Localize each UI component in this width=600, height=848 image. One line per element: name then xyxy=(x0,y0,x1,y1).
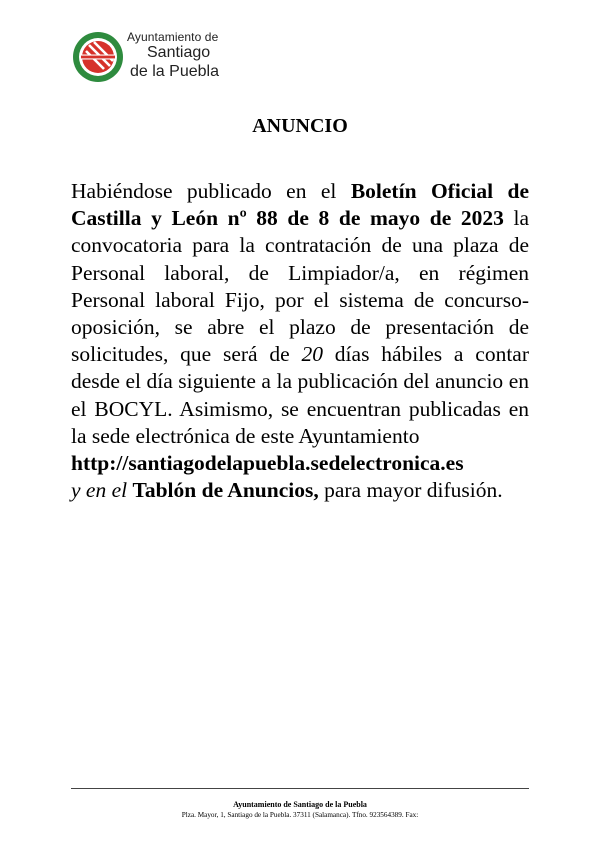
logo-wordmark xyxy=(127,30,219,81)
body-text-1: Habiéndose publicado en el xyxy=(71,179,351,203)
logo-line-1: Ayuntamiento de xyxy=(127,30,219,44)
notice-board-reference: Tablón de Anuncios, xyxy=(132,478,319,503)
municipality-logo xyxy=(72,28,272,88)
sede-electronica-link[interactable]: http://santiagodelapuebla.sedelectronica.es xyxy=(71,451,464,476)
footer-organization-name: Ayuntamiento de Santiago de la Puebla xyxy=(233,800,367,809)
announcement-body xyxy=(71,178,529,504)
body-italic-connector: y en el xyxy=(71,478,128,503)
logo-line-3: de la Puebla xyxy=(130,62,219,80)
days-count: 20 xyxy=(301,342,323,367)
footer-address: Plza. Mayor, 1, Santiago de la Puebla. 37311 (Salamanca). Tfno. 923564389. Fax: xyxy=(181,811,419,819)
bulletin-reference: Boletín Oficial de Castilla y León nº 88 de 8 de mayo de 2023 xyxy=(71,179,529,231)
body-text-2: la convocatoria para la contratación de una plaza de Personal laboral, de Limpiador/a, en régimen Personal laboral Fijo, por el sistema de concurso-oposición, se abre el plazo de presentación de solicitudes, que será de xyxy=(71,206,529,367)
coat-of-arms-icon xyxy=(72,31,124,83)
footer-divider xyxy=(71,788,529,789)
logo-line-2: Santiago xyxy=(147,44,211,62)
body-text-3: días hábiles a contar desde el día siguiente a la publicación del anuncio en el BOCYL. Asimismo, se encuentran publicadas en la sede electrónica de este Ayuntamiento xyxy=(71,342,529,448)
body-text-4: para mayor difusión. xyxy=(318,478,503,503)
page-title: ANUNCIO xyxy=(252,115,348,137)
